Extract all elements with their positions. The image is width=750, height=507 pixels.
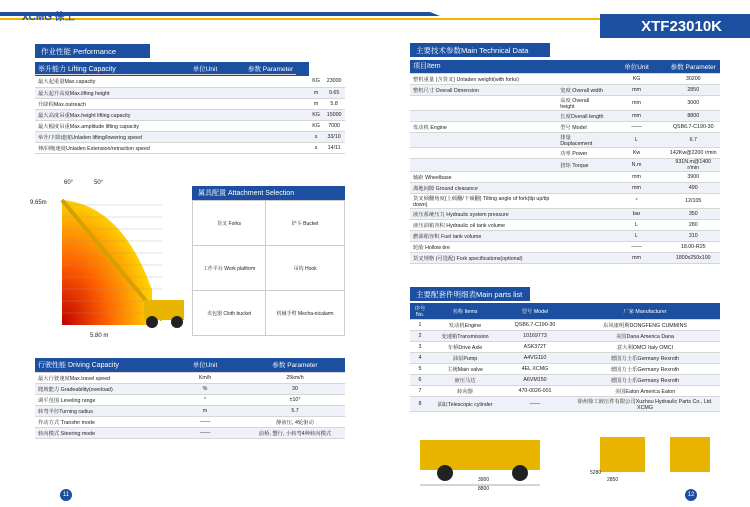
lifting-head-2: 参数 Parameter xyxy=(245,64,296,75)
cell: 7 xyxy=(410,385,430,396)
page-number-left: 11 xyxy=(60,489,72,501)
cell: 液压系统压力 Hydraulic system pressure xyxy=(410,208,557,219)
tech-row xyxy=(410,193,720,208)
cell: m xyxy=(165,405,245,416)
attachment-hook: 吊钩 Hook xyxy=(266,246,345,291)
cell: 470-0026-001 xyxy=(500,385,570,396)
brand-logo: XCMG 徐工 xyxy=(22,12,75,23)
cell: L xyxy=(607,219,667,230)
dim-width: 2850 xyxy=(607,477,619,483)
attachment-bucket: 铲斗 Bucket xyxy=(266,201,345,246)
cell: 280 xyxy=(667,219,720,230)
angle-label-60: 60° xyxy=(64,180,74,186)
driving-table xyxy=(35,358,345,439)
cell: 美国Dana America Dana xyxy=(570,330,720,341)
cell: 8800 xyxy=(667,110,720,121)
parts-header: 主要配套件明细表Main parts list xyxy=(410,287,530,301)
attachment-arm: 机械手臂 Mecha-nicalarm xyxy=(266,291,345,336)
cell: 最大高度吊重Max.height lifting capacity xyxy=(35,109,309,120)
width-label: 5.80 m xyxy=(90,333,109,339)
cell: 350 xyxy=(667,208,720,219)
cell: 490 xyxy=(667,182,720,193)
tech-head-1: 单位Unit xyxy=(607,60,667,73)
parts-row xyxy=(410,341,720,352)
cell: 5 xyxy=(410,363,430,374)
tech-head-2: 参数 Parameter xyxy=(667,60,720,73)
cell xyxy=(557,219,606,230)
cell: 3 xyxy=(410,341,430,352)
cell xyxy=(557,241,606,252)
cell: 最大起重量Max.capacity xyxy=(35,76,309,87)
cell xyxy=(410,132,557,147)
cell: 调平范围 Leveling range xyxy=(35,394,165,405)
cell: 转弯半径Turning radius xyxy=(35,405,165,416)
dim-length: 8800 xyxy=(478,486,490,492)
cell: 升降程Max.outreach xyxy=(35,98,309,109)
tech-row xyxy=(410,73,720,84)
parts-row xyxy=(410,352,720,363)
cell: mm xyxy=(607,182,667,193)
cell: 徐州徐工液压件有限公司Xuzhou Hydraulic Parts Co., Ltd. XCMG xyxy=(570,396,720,411)
cell xyxy=(410,110,557,121)
attachment-platform: 工作平台 Work platform xyxy=(193,246,266,291)
parts-row xyxy=(410,374,720,385)
cell: 6 xyxy=(410,374,430,385)
cell: A4VG110 xyxy=(500,352,570,363)
cell: ° xyxy=(165,394,245,405)
dimension-drawing xyxy=(410,425,730,495)
model-title: XTF23010K xyxy=(600,14,750,38)
cell: 型号 Model xyxy=(557,121,606,132)
tech-row xyxy=(410,158,720,171)
cell: 作动方式 Transfer mode xyxy=(35,416,165,427)
cell: 8 xyxy=(410,396,430,411)
cell: —— xyxy=(165,416,245,427)
cell: L xyxy=(607,230,667,241)
performance-header: 作业性能 Performance xyxy=(35,44,150,58)
tech-row xyxy=(410,230,720,241)
cell: QSB6.7-C190-30 xyxy=(500,319,570,330)
cell: A6VM150 xyxy=(500,374,570,385)
tech-row xyxy=(410,171,720,182)
cell: 高度 Overall height xyxy=(557,95,606,110)
lifting-head-0: 举升能力 Lifting Capacity xyxy=(35,64,165,75)
cell: 转向器 xyxy=(430,385,500,396)
machine-turn xyxy=(670,437,710,472)
cell: 10169773 xyxy=(500,330,570,341)
dim-turn: 5280 xyxy=(590,470,602,476)
tech-row xyxy=(410,182,720,193)
cell: 排量 Displacement xyxy=(557,132,606,147)
tech-table xyxy=(410,60,720,264)
cell: 东风康明斯DONGFENG CUMMINS xyxy=(570,319,720,330)
cell: ASK372T xyxy=(500,341,570,352)
cell: mm xyxy=(607,110,667,121)
cell: 整机尺寸 Overall Dimension xyxy=(410,84,557,95)
cell: 1 xyxy=(410,319,430,330)
cell: 油泵Pump xyxy=(430,352,500,363)
cell: 扭矩 Torque xyxy=(557,158,606,171)
cell: bar xyxy=(607,208,667,219)
cell: % xyxy=(165,383,245,394)
cell: 7000 xyxy=(323,120,345,131)
tech-header: 主要技术参数Main Technical Data xyxy=(410,43,550,57)
cell: 转向模式 Steering mode xyxy=(35,427,165,438)
tech-row xyxy=(410,132,720,147)
cell: 静液压, 4轮驱动 xyxy=(245,416,345,427)
cell: ° xyxy=(607,193,667,208)
cell: Kw xyxy=(607,147,667,158)
cell: 30200 xyxy=(667,73,720,84)
driving-head-2: 参数 Parameter xyxy=(245,358,345,372)
cell: —— xyxy=(500,396,570,411)
tech-row xyxy=(410,147,720,158)
attachment-forks: 货叉 Forks xyxy=(193,201,266,246)
lifting-head-1: 单位Unit xyxy=(165,64,245,75)
cell: 整机重量 (含货叉) Unladen weight(with forks) xyxy=(410,73,557,84)
cell: 12/105 xyxy=(667,193,720,208)
cell: 25km/h xyxy=(245,372,345,383)
cell: 3900 xyxy=(667,171,720,182)
cell: s xyxy=(309,131,323,142)
cell: 142Kw@2200 r/min xyxy=(667,147,720,158)
driving-head-0: 行驶性能 Driving Capacity xyxy=(35,358,165,372)
tech-head-0: 项目Item xyxy=(410,60,607,73)
cell: KG xyxy=(309,76,323,87)
cell: 33/10 xyxy=(323,131,345,142)
cell: 23000 xyxy=(323,76,345,87)
attachment-grid xyxy=(192,200,345,336)
cell: 长度Overall length xyxy=(557,110,606,121)
angle-label-50: 50° xyxy=(94,180,104,186)
cell: 9.65 xyxy=(323,87,345,98)
cell: 4 xyxy=(410,352,430,363)
cell: mm xyxy=(607,171,667,182)
load-chart xyxy=(32,180,192,340)
tech-row xyxy=(410,241,720,252)
cell: m xyxy=(309,98,323,109)
cell xyxy=(557,193,606,208)
cell: 前桥, 蟹行, 小转弯4种转向模式 xyxy=(245,427,345,438)
parts-row xyxy=(410,396,720,411)
cell xyxy=(410,158,557,171)
cell xyxy=(557,230,606,241)
tech-row xyxy=(410,121,720,132)
cell: 油缸Telescopic cylinder xyxy=(430,396,500,411)
cell: 最大起升高度Max.lifting height xyxy=(35,87,309,98)
cell: ±10° xyxy=(245,394,345,405)
cell: 功率 Power xyxy=(557,147,606,158)
parts-table xyxy=(410,303,720,412)
cell: 举升/下降速度Unladen lifting/lowering speed xyxy=(35,131,309,142)
cell: 车桥Drive Axle xyxy=(430,341,500,352)
attachment-cloth: 夹包器 Cloth bucket xyxy=(193,291,266,336)
parts-row xyxy=(410,363,720,374)
cell: KG xyxy=(607,73,667,84)
cell: —— xyxy=(607,121,667,132)
cell xyxy=(557,73,606,84)
cell: 变速箱Transmission xyxy=(430,330,500,341)
cell xyxy=(557,208,606,219)
cell: QSB6.7-C190-30 xyxy=(667,121,720,132)
parts-row xyxy=(410,330,720,341)
tech-row xyxy=(410,208,720,219)
cell: 6.7 xyxy=(667,132,720,147)
cell: 14/11 xyxy=(323,142,345,153)
cell: —— xyxy=(165,427,245,438)
cell: 1800x250x100 xyxy=(667,252,720,263)
cell: 离地间隙 Ground clearance xyxy=(410,182,557,193)
cell xyxy=(557,182,606,193)
cell: 伸/回缩速度Unladen Extension/retraction speed xyxy=(35,142,309,153)
dim-wheelbase: 3900 xyxy=(478,477,490,483)
cell: 爬坡能力 Gradeability(overload) xyxy=(35,383,165,394)
cell: 4EL XCMG xyxy=(500,363,570,374)
cell: 2850 xyxy=(667,84,720,95)
cell: 德国力士乐Germany Rexroth xyxy=(570,374,720,385)
cell: 18.00-R25 xyxy=(667,241,720,252)
parts-head-2: 型号 Model xyxy=(500,303,570,319)
page-number-right: 12 xyxy=(685,489,697,501)
parts-head-1: 名称 Items xyxy=(430,303,500,319)
cell: 931N.m@1400 r/min xyxy=(667,158,720,171)
cell: 15000 xyxy=(323,109,345,120)
parts-row xyxy=(410,319,720,330)
cell: KG xyxy=(309,109,323,120)
cell: 货叉规格 (可选配) Fork specifications(optional) xyxy=(410,252,557,263)
cell: 30 xyxy=(245,383,345,394)
cell: 310 xyxy=(667,230,720,241)
cell: Km/h xyxy=(165,372,245,383)
cell: m xyxy=(309,87,323,98)
cell: 货叉倾翻角度(上倾翻/下倾翻) Tilting angle of fork(tip up/tip down) xyxy=(410,193,557,208)
cell: N.m xyxy=(607,158,667,171)
cell: 液压马达 xyxy=(430,374,500,385)
cell: 主阀Main valve xyxy=(430,363,500,374)
cell: 燃油箱容积 Fuel tank volume xyxy=(410,230,557,241)
cell: KG xyxy=(309,120,323,131)
cell: mm xyxy=(607,252,667,263)
attachment-title: 属具配置 Attachment Selection xyxy=(192,186,345,200)
tech-row xyxy=(410,110,720,121)
machine-front xyxy=(600,437,645,472)
cell: s xyxy=(309,142,323,153)
cell: 美国Eaton America Eaton xyxy=(570,385,720,396)
cell: L xyxy=(607,132,667,147)
cell: 轮胎 Hollow tire xyxy=(410,241,557,252)
driving-head-1: 单位Unit xyxy=(165,358,245,372)
cell: —— xyxy=(607,241,667,252)
cell: 德国力士乐Germany Rexroth xyxy=(570,352,720,363)
cell: 最大行驶速度Max.travel speed xyxy=(35,372,165,383)
cell xyxy=(557,171,606,182)
cell: 发动机Engine xyxy=(430,319,500,330)
cell: 轴距 Wheelbase xyxy=(410,171,557,182)
parts-head-0: 序号 No. xyxy=(410,303,430,319)
tech-row xyxy=(410,95,720,110)
cell: 5.7 xyxy=(245,405,345,416)
cell: 2 xyxy=(410,330,430,341)
cell: 德国力士乐Germany Rexroth xyxy=(570,363,720,374)
height-label: 9.65m xyxy=(30,200,47,206)
cell: 5.8 xyxy=(323,98,345,109)
cell: 3000 xyxy=(667,95,720,110)
parts-row xyxy=(410,385,720,396)
cell xyxy=(410,147,557,158)
lifting-table xyxy=(35,62,345,154)
tech-row xyxy=(410,252,720,263)
cell: 意大利OMCI Italy OMCI xyxy=(570,341,720,352)
cell: 发动机 Engine xyxy=(410,121,557,132)
tech-row xyxy=(410,219,720,230)
cell: 液压油箱容积 Hydraulic oil tank volume xyxy=(410,219,557,230)
cell: mm xyxy=(607,95,667,110)
cell xyxy=(410,95,557,110)
tech-row xyxy=(410,84,720,95)
parts-head-3: 厂家 Manufacturer xyxy=(570,303,720,319)
cell xyxy=(557,252,606,263)
cell: 宽度 Overall width xyxy=(557,84,606,95)
cell: mm xyxy=(607,84,667,95)
cell: 最大幅度吊重Max.amplitude lifting capacity xyxy=(35,120,309,131)
